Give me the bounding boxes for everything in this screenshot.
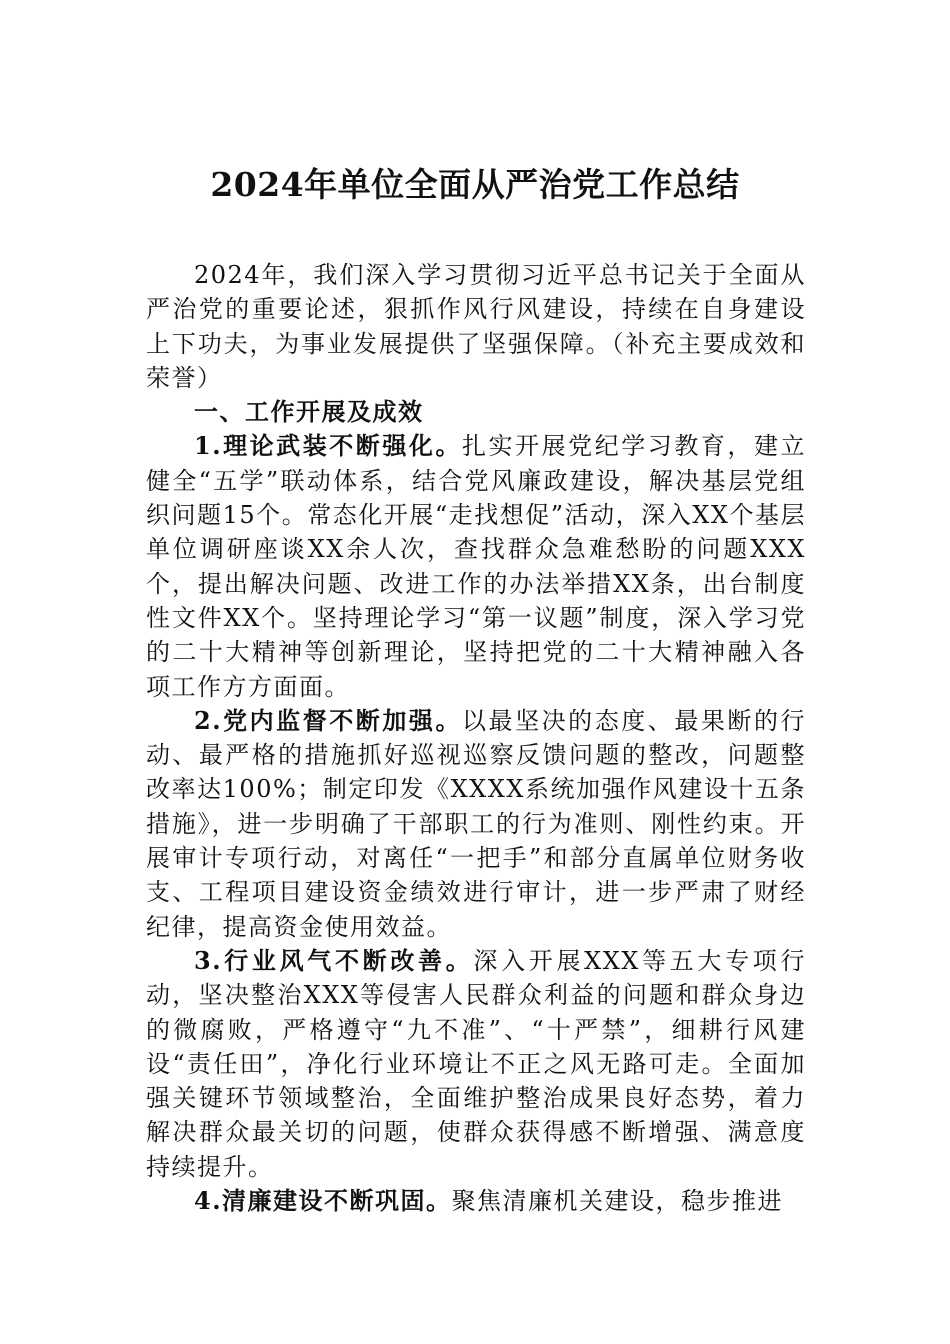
document-body bbox=[146, 258, 806, 1218]
item-lead: 2.党内监督不断加强。 bbox=[194, 705, 462, 735]
intro-paragraph: 2024年，我们深入学习贯彻习近平总书记关于全面从严治党的重要论述，狠抓作风行风建设，持续在自身建设上下功夫，为事业发展提供了坚强保障。（补充主要成效和荣誉） bbox=[146, 261, 806, 392]
item-lead: 1.理论武装不断强化。 bbox=[194, 431, 462, 461]
item-paragraph bbox=[146, 944, 806, 1184]
item-paragraph bbox=[146, 704, 806, 944]
item-paragraph bbox=[146, 1184, 806, 1218]
item-lead: 4.清廉建设不断巩固。 bbox=[194, 1186, 452, 1216]
item-paragraph bbox=[146, 429, 806, 703]
item-text: 扎实开展党纪学习教育，建立健全“五学”联动体系，结合党风廉政建设，解决基层党组织问题15个。常态化开展“走找想促”活动，深入XX个基层单位调研座谈XX余人次，查找群众急难愁盼的问题XXX个，提出解决问题、改进工作的办法举措XX条，出台制度性文件XX个。坚持理论学习“第一议题”制度，深入学习党的二十大精神等创新理论，坚持把党的二十大精神融入各项工作方方面面。 bbox=[146, 432, 806, 701]
item-text: 深入开展XXX等五大专项行动，坚决整治XXX等侵害人民群众利益的问题和群众身边的微腐败，严格遵守“九不准”、“十严禁”，细耕行风建设“责任田”，净化行业环境让不正之风无路可走。全面加强关键环节领域整治，全面维护整治成果良好态势，着力解决群众最关切的问题，使群众获得感不断增强、满意度持续提升。 bbox=[146, 946, 806, 1181]
section-heading: 一、工作开展及成效 bbox=[194, 397, 424, 427]
item-text: 聚焦清廉机关建设，稳步推进 bbox=[451, 1187, 784, 1216]
item-lead: 3.行业风气不断改善。 bbox=[194, 945, 474, 975]
item-text: 以最坚决的态度、最果断的行动、最严格的措施抓好巡视巡察反馈问题的整改，问题整改率达100%；制定印发《XXXX系统加强作风建设十五条措施》，进一步明确了干部职工的行为准则、刚性约束。开展审计专项行动，对离任“一把手”和部分直属单位财务收支、工程项目建设资金绩效进行审计，进一步严肃了财经纪律，提高资金使用效益。 bbox=[146, 706, 806, 941]
document-title: 2024年单位全面从严治党工作总结 bbox=[210, 165, 740, 204]
